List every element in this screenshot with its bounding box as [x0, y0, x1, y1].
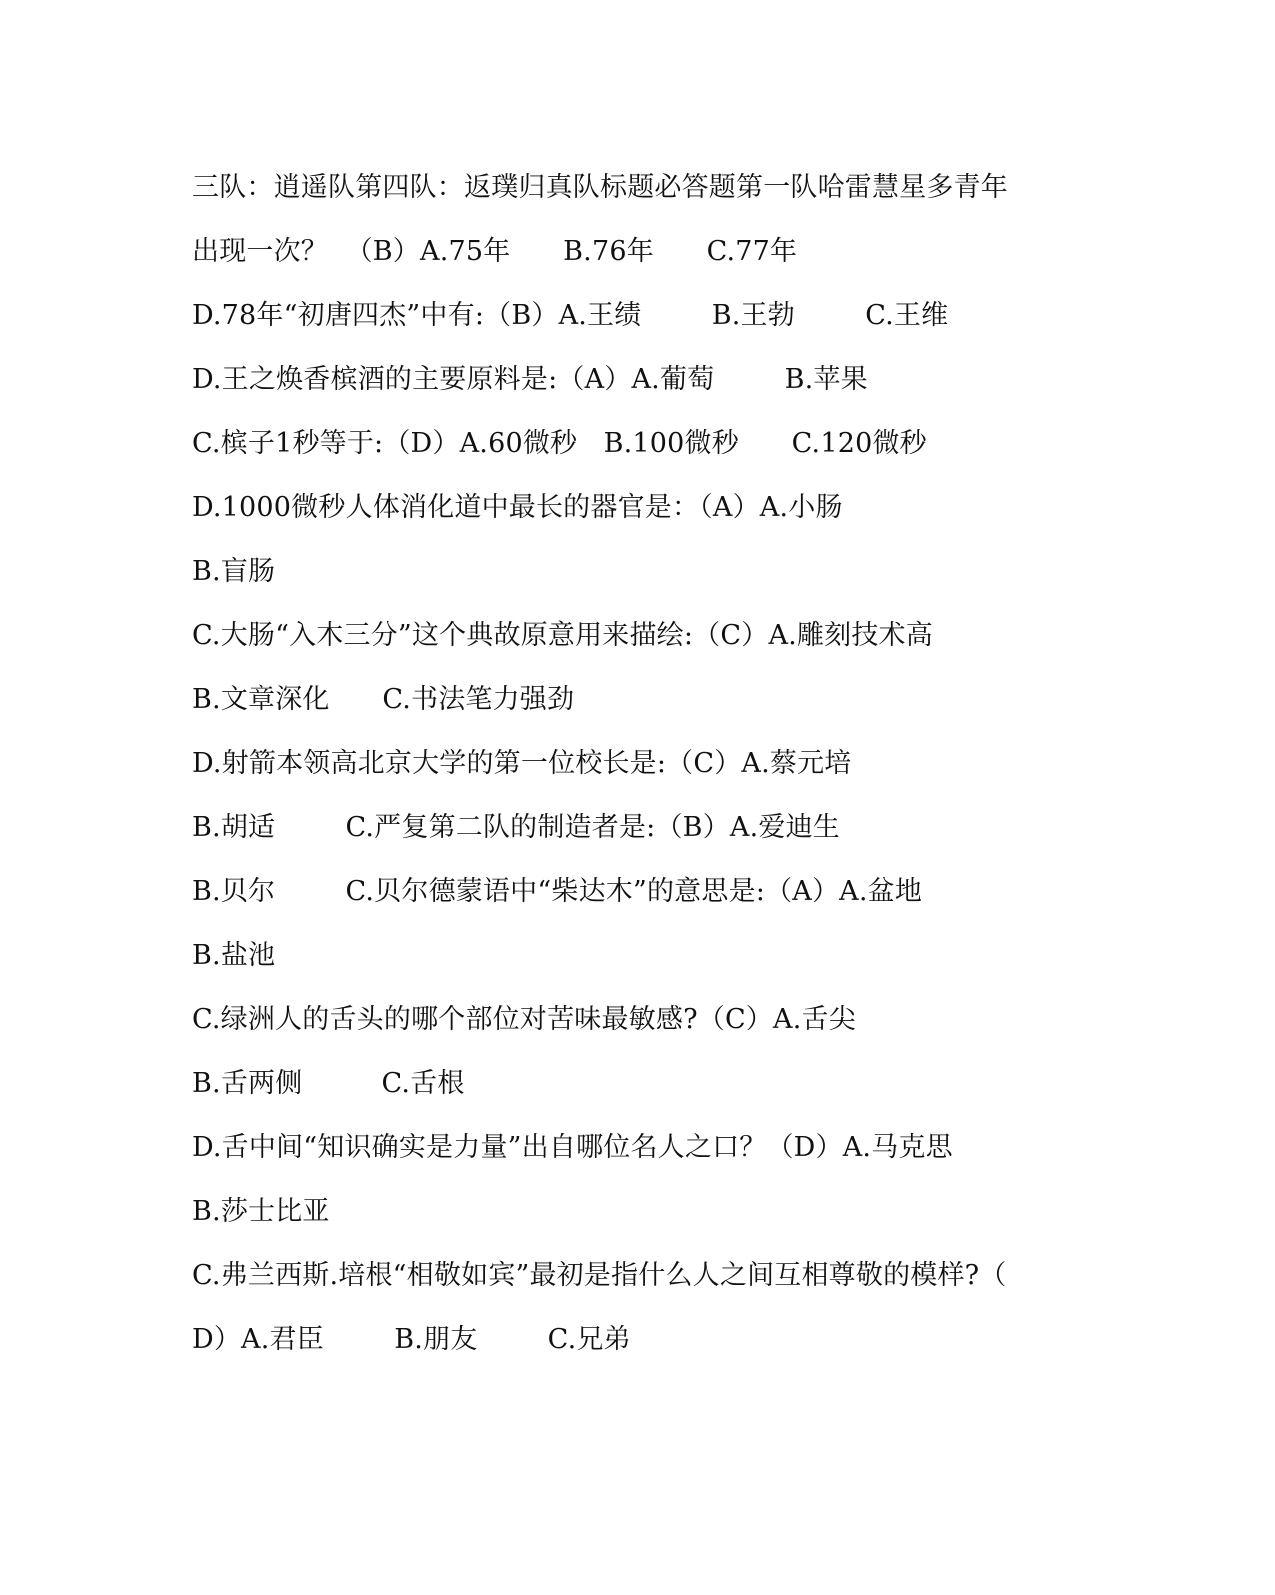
text-line: B.文章深化 C.书法笔力强劲 — [192, 684, 575, 715]
text-line: 三队：逍遥队第四队：返璞归真队标题必答题第一队哈雷慧星多青年 — [192, 172, 1008, 203]
text-line: D.1000微秒人体消化道中最长的器官是：（A）A.小肠 — [192, 492, 843, 523]
text-line: 出现一次？ （B）A.75年 B.76年 C.77年 — [192, 236, 798, 267]
text-line: B.莎士比亚 — [192, 1196, 330, 1227]
text-line: C.弗兰西斯.培根“相敬如宾”最初是指什么人之间互相尊敬的模样?（ — [192, 1260, 1007, 1291]
text-line: B.舌两侧 C.舌根 — [192, 1068, 465, 1099]
text-line: B.盐池 — [192, 940, 276, 971]
text-line: D）A.君臣 B.朋友 C.兄弟 — [192, 1324, 631, 1355]
text-line: D.王之焕香槟酒的主要原料是:（A）A.葡萄 B.苹果 — [192, 364, 868, 395]
text-line: C.大肠“入木三分”这个典故原意用来描绘:（C）A.雕刻技术高 — [192, 620, 933, 651]
document-body — [192, 162, 1092, 1378]
text-line: B.盲肠 — [192, 556, 276, 587]
text-line: C.绿洲人的舌头的哪个部位对苦味最敏感?（C）A.舌尖 — [192, 1004, 856, 1035]
text-line: D.射箭本领高北京大学的第一位校长是:（C）A.蔡元培 — [192, 748, 852, 779]
text-line: D.78年“初唐四杰”中有:（B）A.王绩 B.王勃 C.王维 — [192, 300, 949, 331]
text-line: C.槟子1秒等于:（D）A.60微秒 B.100微秒 C.120微秒 — [192, 428, 927, 459]
text-line: B.胡适 C.严复第二队的制造者是:（B）A.爱迪生 — [192, 812, 840, 843]
text-line: B.贝尔 C.贝尔德蒙语中“柴达木”的意思是:（A）A.盆地 — [192, 876, 923, 907]
text-line: D.舌中间“知识确实是力量”出自哪位名人之口？（D）A.马克思 — [192, 1132, 953, 1163]
